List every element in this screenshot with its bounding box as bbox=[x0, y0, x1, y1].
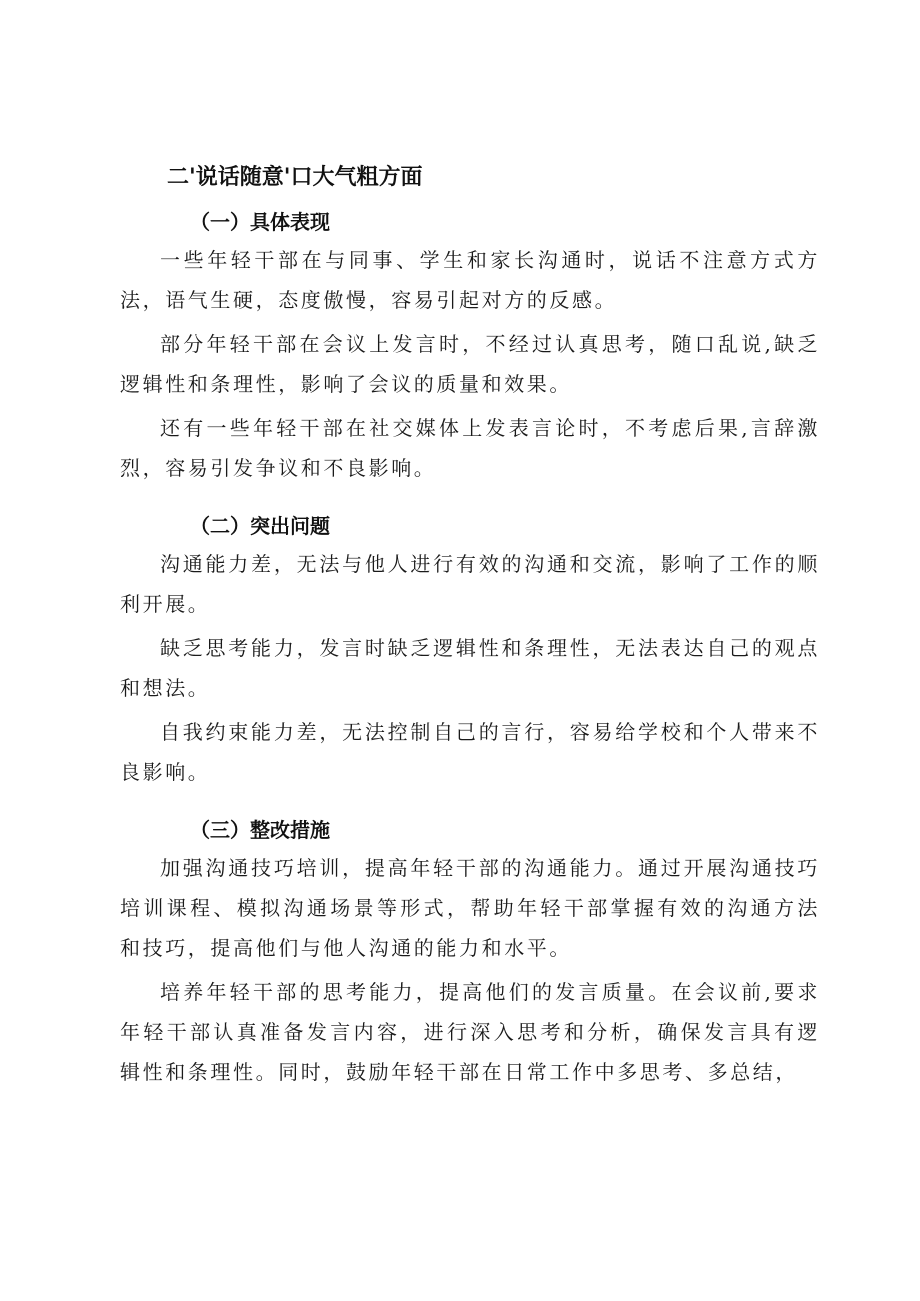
section-3-body bbox=[120, 848, 820, 1092]
section-2-body bbox=[120, 544, 820, 792]
paragraph: 自我约束能力差，无法控制自己的言行，容易给学校和个人带来不良影响。 bbox=[120, 720, 820, 784]
paragraph: 一些年轻干部在与同事、学生和家长沟通时，说话不注意方式方法，语气生硬，态度傲慢，容易引起对方的反感。 bbox=[120, 248, 820, 312]
paragraph: 加强沟通技巧培训，提高年轻干部的沟通能力。通过开展沟通技巧培训课程、模拟沟通场景等形式，帮助年轻干部掌握有效的沟通方法和技巧，提高他们与他人沟通的能力和水平。 bbox=[120, 856, 820, 960]
section-1-body bbox=[120, 240, 820, 488]
section-heading-2: （二）突出问题 bbox=[190, 514, 330, 538]
paragraph: 缺乏思考能力，发言时缺乏逻辑性和条理性，无法表达自己的观点和想法。 bbox=[120, 636, 820, 700]
section-heading-3: （三）整改措施 bbox=[190, 818, 330, 842]
paragraph: 沟通能力差，无法与他人进行有效的沟通和交流，影响了工作的顺利开展。 bbox=[120, 552, 820, 616]
paragraph: 培养年轻干部的思考能力，提高他们的发言质量。在会议前,要求年轻干部认真准备发言内容，进行深入思考和分析，确保发言具有逻辑性和条理性。同时，鼓励年轻干部在日常工作中多思考、多总结， bbox=[120, 980, 820, 1084]
document-title: 二'说话随意'口大气粗方面 bbox=[167, 165, 423, 190]
paragraph: 部分年轻干部在会议上发言时，不经过认真思考，随口乱说,缺乏逻辑性和条理性，影响了会议的质量和效果。 bbox=[120, 332, 820, 396]
section-heading-1: （一）具体表现 bbox=[190, 210, 330, 234]
paragraph: 还有一些年轻干部在社交媒体上发表言论时，不考虑后果,言辞激烈，容易引发争议和不良影响。 bbox=[120, 416, 820, 480]
